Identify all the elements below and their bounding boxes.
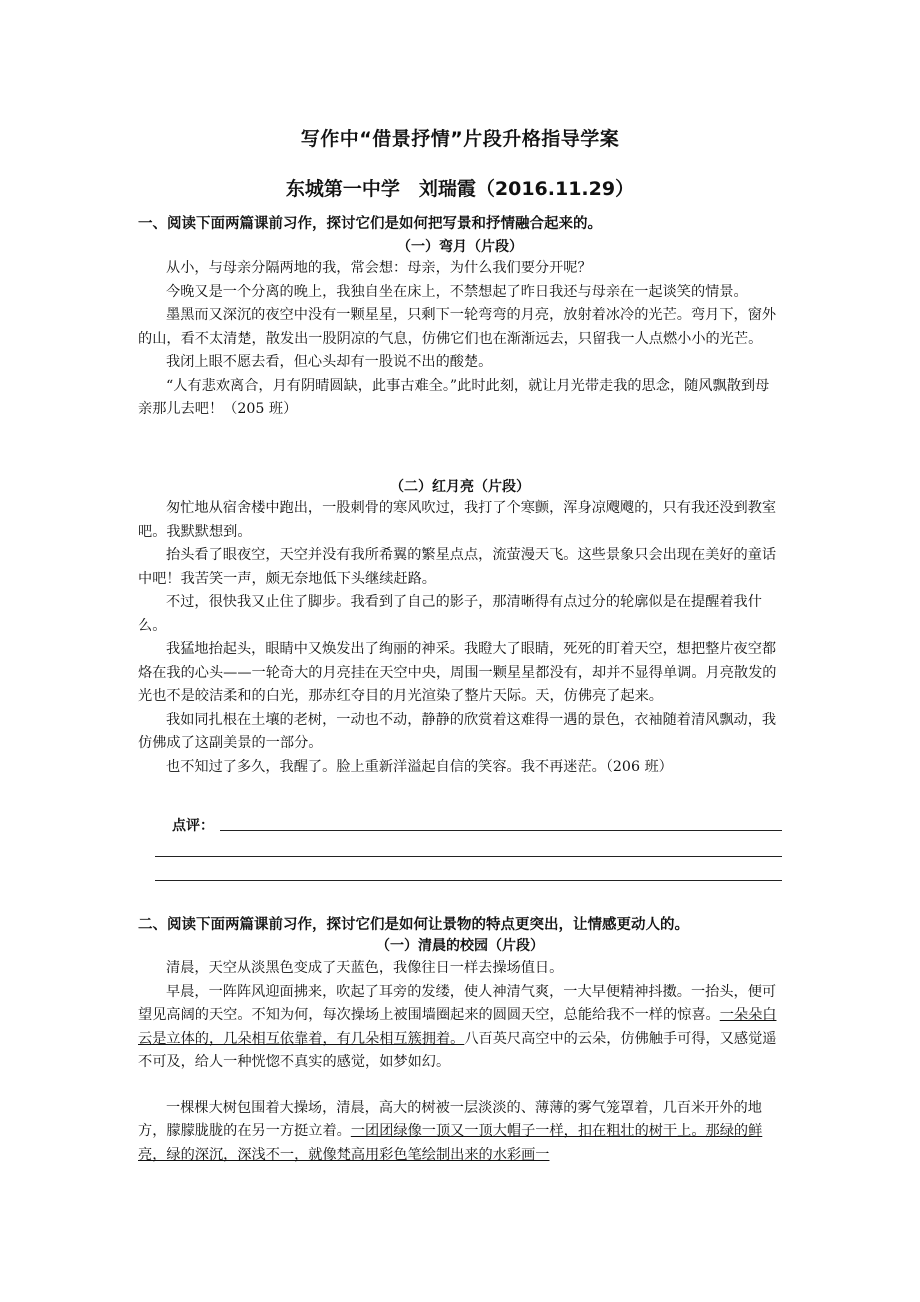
paragraph: 我闭上眼不愿去看，但心头却有一股说不出的酸楚。	[166, 354, 493, 370]
underlined-text: 一团团绿像一顶又一顶大帽子一样，扣在粗壮的树干上。那绿的鲜亮，绿的深沉，深浅不一，就像梵高用彩色笔绘制出来的水彩画一	[138, 1123, 763, 1163]
section-1-piece-2-subtitle: （二）红月亮（片段）	[390, 479, 530, 495]
paragraph: 墨黑而又深沉的夜空中没有一颗星星，只剩下一轮弯弯的月亮，放射着冰冷的光芒。弯月下，窗外的山，看不太清楚，散发出一股阴凉的气息，仿佛它们也在渐渐远去，只留我一人点燃小小的光芒。	[138, 307, 777, 347]
review-answer-line[interactable]	[155, 856, 782, 857]
author-line: 东城第一中学 刘瑞霞（2016.11.29）	[285, 178, 635, 200]
paragraph: 从小，与母亲分隔两地的我，常会想：母亲，为什么我们要分开呢？	[166, 260, 592, 276]
paragraph: 我猛地抬起头，眼睛中又焕发出了绚丽的神采。我瞪大了眼睛，死死的盯着天空，想把整片夜空都烙在我的心头——一轮奇大的月亮挂在天空中央，周围一颗星星都没有，却并不显得单调。月亮散发的光也不是皎洁柔和的白光，那赤红夺目的月光渲染了整片天际。天，仿佛亮了起来。	[138, 641, 777, 704]
paragraph: 抬头看了眼夜空，天空并没有我所希翼的繁星点点，流萤漫天飞。这些景象只会出现在美好的童话中吧！我苦笑一声，颇无奈地低下头继续赶路。	[138, 547, 777, 587]
paragraph: 清晨，天空从淡黑色变成了天蓝色，我像往日一样去操场值日。	[166, 960, 564, 976]
section-1-piece-2-body	[138, 497, 782, 779]
paragraph: 也不知过了多久，我醒了。脸上重新洋溢起自信的笑容。我不再迷茫。（206 班）	[166, 758, 673, 775]
paragraph	[138, 981, 782, 1075]
text: 一棵棵大树包围着大操场，清晨，高大的树被一层淡淡的、薄薄的雾气笼罩着，几百米开外的地方，朦朦胧胧的在另一方挺立着。	[138, 1099, 762, 1139]
review-label: 点评：	[172, 818, 214, 834]
section-1-piece-1-subtitle: （一）弯月（片段）	[397, 239, 523, 255]
document-title: 写作中“借景抒情”片段升格指导学案	[300, 128, 620, 150]
section-2-piece-1-body	[138, 957, 782, 1167]
paragraph: 不过，很快我又止住了脚步。我看到了自己的影子，那清晰得有点过分的轮廓似是在提醒着我什么。	[138, 594, 762, 634]
underlined-text: 一朵朵白云是立体的，几朵相互依靠着，有几朵相互簇拥着。	[138, 1007, 777, 1047]
review-answer-line[interactable]	[155, 880, 782, 881]
paragraph: 我如同扎根在土壤的老树，一动也不动，静静的欣赏着这难得一遇的景色，衣袖随着清风飘动，我仿佛成了这副美景的一部分。	[138, 711, 777, 751]
text: 早晨，一阵阵风迎面拂来，吹起了耳旁的发缕，使人神清气爽，一大早便精神抖擞。一抬头，便可望见高阔的天空。不知为何，每次操场上被围墙圈起来的圆圆天空，总能给我不一样的惊喜。	[138, 983, 777, 1023]
paragraph	[138, 1097, 782, 1168]
review-answer-line[interactable]	[220, 830, 782, 831]
text: 八百英尺高空中的云朵，仿佛触手可得，又感觉遥不可及，给人一种恍惚不真实的感觉，如梦如幻。	[138, 1030, 777, 1070]
section-1-heading: 一、阅读下面两篇课前习作，探讨它们是如何把写景和抒情融合起来的。	[138, 216, 602, 232]
paragraph: “人有悲欢离合，月有阴晴圆缺，此事古难全。”此时此刻，就让月光带走我的思念，随风飘散到母亲那儿去吧！（205 班）	[138, 377, 770, 417]
section-1-piece-1-body	[138, 257, 782, 422]
section-2-piece-1-subtitle: （一）清晨的校园（片段）	[376, 938, 544, 954]
paragraph: 匆忙地从宿舍楼中跑出，一股刺骨的寒风吹过，我打了个寒颤，浑身凉飕飕的，只有我还没到教室吧。我默默想到。	[138, 500, 777, 540]
section-2-heading: 二、阅读下面两篇课前习作，探讨它们是如何让景物的特点更突出，让情感更动人的。	[138, 917, 689, 933]
paragraph: 今晚又是一个分离的晚上，我独自坐在床上，不禁想起了昨日我还与母亲在一起谈笑的情景。	[166, 283, 748, 300]
